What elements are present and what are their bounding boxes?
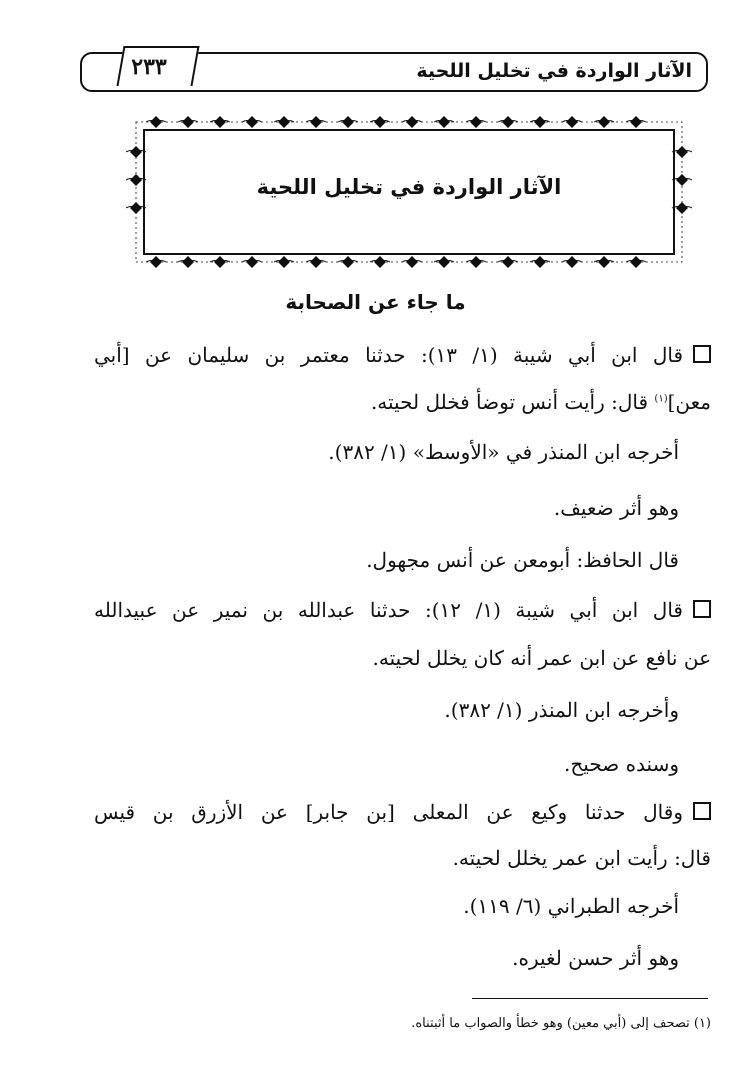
- item-1-grade: وهو أثر ضعيف.: [553, 496, 679, 520]
- item-3-takhrij: أخرجه الطبراني (٦/ ١١٩).: [463, 894, 679, 918]
- checkbox-bullet-icon: [693, 600, 711, 618]
- section-heading: ما جاء عن الصحابة: [285, 290, 466, 314]
- running-title: الآثار الواردة في تخليل اللحية: [416, 60, 692, 82]
- ornamental-frame: [126, 112, 692, 272]
- item-2-takhrij: وأخرجه ابن المنذر (١/ ٣٨٢).: [444, 698, 679, 722]
- checkbox-bullet-icon: [693, 345, 711, 363]
- footnote: (١) تصحف إلى (أبي معين) وهو خطأ والصواب ما أثبتناه.: [411, 1016, 711, 1031]
- item-3-text: وقال حدثنا وكيع عن المعلى [بن جابر] عن الأزرق بن قيس: [94, 800, 683, 824]
- footnote-ref: (١): [654, 393, 668, 405]
- frame-ornament: [562, 116, 582, 128]
- item-1-line-2: [371, 390, 711, 414]
- frame-ornament: [562, 256, 582, 268]
- checkbox-bullet-icon: [693, 802, 711, 820]
- frame-ornament: [402, 116, 422, 128]
- item-1-text-2a: معن]: [667, 390, 711, 414]
- item-1-text-2b: قال: رأيت أنس توضأ فخلل لحيته.: [370, 390, 655, 414]
- item-2-text: قال ابن أبي شيبة (١/ ١٢): حدثنا عبدالله بن نمير عن عبيدالله: [94, 598, 683, 622]
- item-1-takhrij: أخرجه ابن المنذر في «الأوسط» (١/ ٣٨٢).: [328, 440, 679, 464]
- frame-ornament: [242, 116, 262, 128]
- footnote-separator: [472, 998, 708, 999]
- item-3-line-1: [94, 800, 711, 824]
- item-3-line-2: قال: رأيت ابن عمر يخلل لحيته.: [452, 846, 711, 870]
- frame-ornament: [242, 256, 262, 268]
- item-2-grade: وسنده صحيح.: [564, 752, 679, 776]
- item-3-grade: وهو أثر حسن لغيره.: [512, 946, 679, 970]
- item-2-line-1: [94, 598, 711, 622]
- item-1-note: قال الحافظ: أبومعن عن أنس مجهول.: [366, 548, 679, 572]
- frame-ornament: [402, 256, 422, 268]
- chapter-title: الآثار الواردة في تخليل اللحية: [256, 175, 562, 199]
- item-1-text: قال ابن أبي شيبة (١/ ١٣): حدثنا معتمر بن سليمان عن [أبي: [94, 343, 683, 367]
- page-number: ٢٣٣: [131, 54, 167, 80]
- item-1-line-1: [94, 343, 711, 367]
- item-2-line-2: عن نافع عن ابن عمر أنه كان يخلل لحيته.: [372, 646, 711, 670]
